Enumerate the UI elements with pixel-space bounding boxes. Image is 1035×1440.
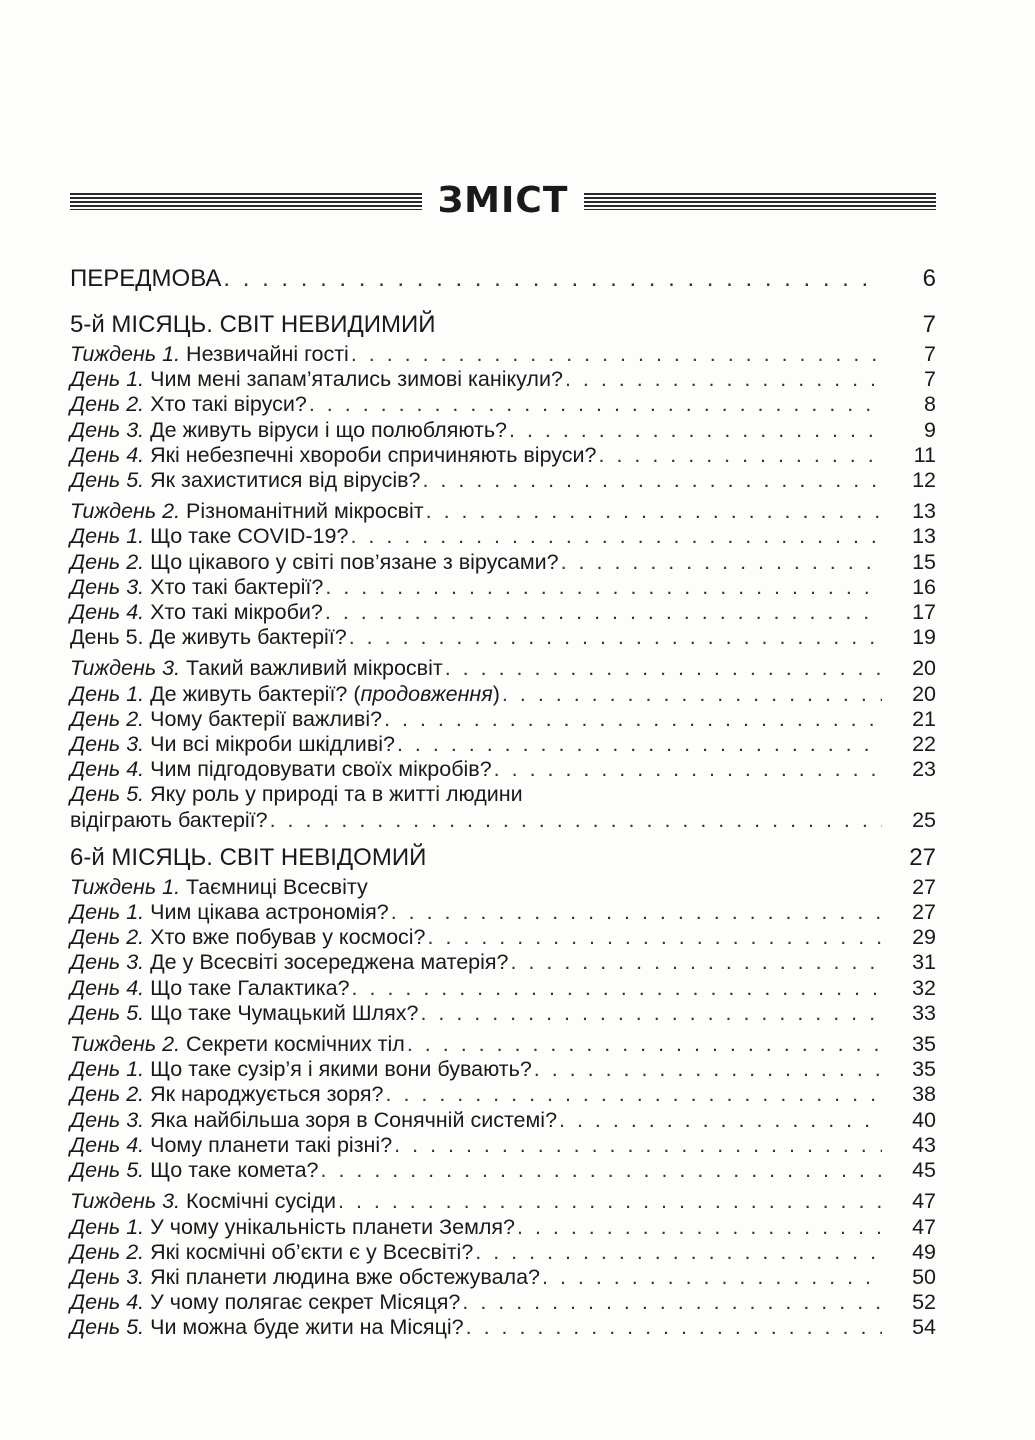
dot-leader <box>352 976 882 1001</box>
page-number: 31 <box>912 950 936 975</box>
dot-leader <box>542 1265 882 1290</box>
entry-text: Що таке сузір’я і якими вони бувають? <box>144 1057 532 1082</box>
day-label: День 1. <box>70 900 145 925</box>
entry-text: Хто вже побував у космосі? <box>144 925 426 950</box>
dot-leader <box>422 468 882 493</box>
toc-day <box>70 468 936 493</box>
entry-text: Хто такі мікроби? <box>144 600 323 625</box>
entry-text: Де у Всесвіті зосереджена матерія? <box>144 950 509 975</box>
page-number: 27 <box>912 874 936 899</box>
entry-text: Яка найбільша зоря в Сонячній системі? <box>144 1107 558 1132</box>
toc-week <box>70 342 936 367</box>
page-number: 21 <box>912 706 936 731</box>
dot-leader <box>325 575 882 600</box>
dot-leader <box>462 1290 882 1315</box>
toc-day <box>70 1158 936 1183</box>
toc-day <box>70 1057 936 1082</box>
toc-week <box>70 1032 936 1057</box>
day-label: День 4. <box>70 600 145 625</box>
dot-leader <box>223 264 882 294</box>
toc-month-5 <box>70 310 936 340</box>
toc-week <box>70 875 936 900</box>
entry-text: Що таке комета? <box>144 1158 319 1183</box>
page-number: 25 <box>912 807 936 832</box>
page-number: 47 <box>912 1189 936 1214</box>
toc-day <box>70 1082 936 1107</box>
week-label: Тиждень 1. <box>70 342 181 366</box>
week-label: Тиждень 2. <box>70 499 181 524</box>
dot-leader <box>475 1240 882 1265</box>
page-number: 29 <box>912 925 936 950</box>
page-number: 32 <box>912 975 936 1000</box>
day-label: День 2. <box>70 549 145 574</box>
dot-leader <box>511 950 883 975</box>
page-number: 23 <box>912 757 936 782</box>
dot-leader <box>349 625 882 650</box>
entry-text: Такий важливий мікросвіт <box>180 656 443 681</box>
toc-day <box>70 392 936 417</box>
entry-text: Що таке COVID-19? <box>144 524 349 549</box>
toc-day <box>70 950 936 975</box>
entry-text: ПЕРЕДМОВА <box>70 265 222 292</box>
toc-day <box>70 1215 936 1240</box>
toc-day <box>70 550 936 575</box>
day-label: День 5. <box>70 782 145 807</box>
entry-text: Секрети космічних тіл <box>180 1032 405 1057</box>
entry-text: День 5. Де живуть бактерії? <box>70 625 347 650</box>
dot-leader <box>445 656 882 681</box>
page-number: 19 <box>912 625 936 650</box>
page-number: 50 <box>912 1264 936 1289</box>
page-number: 7 <box>922 311 936 338</box>
day-label: День 5. <box>70 1158 145 1183</box>
day-label: День 3. <box>70 574 145 599</box>
page-number: 27 <box>912 900 936 925</box>
day-label: День 3. <box>70 417 145 442</box>
week-label: Тиждень 3. <box>70 1189 181 1214</box>
entry-text: Де живуть бактерії? ( <box>144 681 361 706</box>
toc-day <box>70 976 936 1001</box>
dot-leader <box>599 443 882 468</box>
page-number: 54 <box>912 1315 936 1340</box>
dot-leader <box>384 707 882 732</box>
toc-day <box>70 1315 936 1340</box>
toc-header <box>70 176 936 226</box>
day-label: День 4. <box>70 757 145 782</box>
entry-text: Що таке Галактика? <box>144 975 350 1000</box>
header-rule-right <box>584 193 936 210</box>
dot-leader <box>321 1158 883 1183</box>
page-number: 52 <box>912 1290 936 1315</box>
day-label: День 2. <box>70 925 145 950</box>
entry-text: Хто такі віруси? <box>144 392 307 417</box>
entry-text: Чи всі мікроби шкідливі? <box>144 732 395 757</box>
toc-day <box>70 1290 936 1315</box>
day-label: День 2. <box>70 1239 145 1264</box>
entry-text: Як народжується зоря? <box>144 1082 384 1107</box>
dot-leader <box>426 499 882 524</box>
toc-day <box>70 625 936 650</box>
entry-text: У чому унікальність планети Земля? <box>144 1214 516 1239</box>
entry-text: відіграють бактерії? <box>70 807 268 832</box>
dot-leader <box>420 1001 882 1026</box>
day-label: День 1. <box>70 1214 145 1239</box>
toc-day <box>70 600 936 625</box>
entry-text: Які небезпечні хвороби спричиняють віруси? <box>144 442 597 467</box>
entry-text: Чому бактерії важливі? <box>144 706 383 731</box>
entry-text: Чим мені запам’ятались зимові канікули? <box>144 367 563 392</box>
day-label: День 4. <box>70 1290 145 1315</box>
page-number: 47 <box>912 1214 936 1239</box>
entry-text: Таємниці Всесвіту <box>180 874 368 899</box>
entry-text: Незвичайні гості <box>180 342 349 366</box>
dot-leader <box>428 925 882 950</box>
entry-text: Що таке Чумацький Шлях? <box>144 1000 419 1025</box>
day-label: День 2. <box>70 706 145 731</box>
dot-leader <box>391 900 882 925</box>
toc-day-continuation <box>70 808 936 833</box>
day-label: День 3. <box>70 1107 145 1132</box>
dot-leader <box>386 1082 883 1107</box>
page-number: 38 <box>912 1082 936 1107</box>
page-number: 17 <box>912 600 936 625</box>
toc-day <box>70 732 936 757</box>
page-number: 45 <box>912 1158 936 1183</box>
dot-leader <box>394 1133 882 1158</box>
page-number: 40 <box>912 1107 936 1132</box>
page-number: 35 <box>912 1032 936 1057</box>
toc-day <box>70 925 936 950</box>
toc-day <box>70 757 936 782</box>
page-number: 7 <box>924 342 936 366</box>
dot-leader <box>351 342 882 367</box>
entry-text: Хто такі бактерії? <box>144 574 324 599</box>
entry-text: 6-й МІСЯЦЬ. СВІТ НЕВІДОМИЙ <box>70 843 427 871</box>
page-number: 6 <box>922 265 936 292</box>
dot-leader <box>350 524 882 549</box>
toc-day <box>70 1001 936 1026</box>
toc-day <box>70 782 936 807</box>
entry-text: Чим підгодовувати своїх мікробів? <box>144 757 492 782</box>
entry-text: Яку роль у природі та в житті людини <box>144 782 523 807</box>
entry-tail: ) <box>492 681 500 706</box>
page-number: 20 <box>912 656 936 681</box>
week-label: Тиждень 3. <box>70 656 181 681</box>
toc-month-6 <box>70 843 936 873</box>
page-number: 22 <box>912 732 936 757</box>
page-number: 7 <box>924 367 936 392</box>
dot-leader <box>509 418 882 443</box>
page-number: 11 <box>913 442 936 467</box>
toc-day <box>70 443 936 468</box>
toc-day <box>70 367 936 392</box>
day-label: День 4. <box>70 975 145 1000</box>
page-number: 43 <box>912 1132 936 1157</box>
toc-week <box>70 656 936 681</box>
dot-leader <box>534 1057 882 1082</box>
page-number: 8 <box>924 392 936 417</box>
entry-text: Як захиститися від вірусів? <box>144 468 421 493</box>
dot-leader <box>270 808 882 833</box>
toc-day <box>70 575 936 600</box>
toc-day <box>70 418 936 443</box>
dot-leader <box>565 367 882 392</box>
dot-leader <box>561 550 882 575</box>
toc-day <box>70 682 936 707</box>
toc-day <box>70 1265 936 1290</box>
day-label: День 2. <box>70 392 145 417</box>
week-label: Тиждень 2. <box>70 1032 181 1057</box>
dot-leader <box>502 682 882 707</box>
toc-week <box>70 499 936 524</box>
entry-text: 5-й МІСЯЦЬ. СВІТ НЕВИДИМИЙ <box>70 311 436 338</box>
toc-entry-preface <box>70 264 936 294</box>
page-number: 20 <box>912 681 936 706</box>
day-label: День 1. <box>70 1057 145 1082</box>
toc-day <box>70 707 936 732</box>
entry-text: Різноманітний мікросвіт <box>180 499 424 524</box>
day-label: День 5. <box>70 1000 145 1025</box>
page-number: 12 <box>912 468 936 493</box>
page-number: 13 <box>912 524 936 549</box>
toc-week <box>70 1189 936 1214</box>
day-label: День 5. <box>70 1315 145 1340</box>
page-number: 9 <box>924 417 936 442</box>
dot-leader <box>517 1215 882 1240</box>
week-label: Тиждень 1. <box>70 874 181 899</box>
entry-text: Де живуть віруси і що полюбляють? <box>144 417 507 442</box>
day-label: День 5. <box>70 468 145 493</box>
entry-text: Що цікавого у світі пов’язане з вірусами? <box>144 549 559 574</box>
dot-leader <box>325 600 882 625</box>
page-number: 13 <box>912 499 936 524</box>
day-label: День 1. <box>70 367 145 392</box>
dot-leader <box>309 392 882 417</box>
entry-text: Які планети людина вже обстежувала? <box>144 1264 541 1289</box>
page-number: 49 <box>912 1239 936 1264</box>
table-of-contents <box>70 264 936 1341</box>
page-number: 15 <box>912 549 936 574</box>
toc-day <box>70 1108 936 1133</box>
page-number: 33 <box>912 1000 936 1025</box>
dot-leader <box>466 1315 882 1340</box>
day-label: День 4. <box>70 442 145 467</box>
toc-day <box>70 1240 936 1265</box>
day-label: День 4. <box>70 1132 145 1157</box>
toc-day <box>70 900 936 925</box>
page-number: 27 <box>909 843 936 871</box>
day-label: День 1. <box>70 681 145 706</box>
entry-text: Чи можна буде жити на Місяці? <box>144 1315 464 1340</box>
day-label: День 3. <box>70 732 145 757</box>
entry-text: Чим цікава астрономія? <box>144 900 389 925</box>
day-label: День 3. <box>70 950 145 975</box>
dot-leader <box>559 1108 882 1133</box>
entry-note: продовження <box>360 681 493 706</box>
entry-text: Чому планети такі різні? <box>144 1132 393 1157</box>
dot-leader <box>494 757 882 782</box>
dot-leader <box>338 1189 882 1214</box>
page-number: 16 <box>912 574 936 599</box>
day-label: День 2. <box>70 1082 145 1107</box>
entry-text: У чому полягає секрет Місяця? <box>144 1290 461 1315</box>
day-label: День 1. <box>70 524 145 549</box>
entry-text: Космічні сусіди <box>180 1189 336 1214</box>
toc-day <box>70 524 936 549</box>
dot-leader <box>397 732 882 757</box>
toc-day <box>70 1133 936 1158</box>
day-label: День 3. <box>70 1264 145 1289</box>
page-title: ЗМІСТ <box>437 180 569 221</box>
page-number: 35 <box>912 1057 936 1082</box>
entry-text: Які космічні об’єкти є у Всесвіті? <box>144 1239 474 1264</box>
dot-leader <box>407 1032 882 1057</box>
header-rule-left <box>70 193 422 210</box>
